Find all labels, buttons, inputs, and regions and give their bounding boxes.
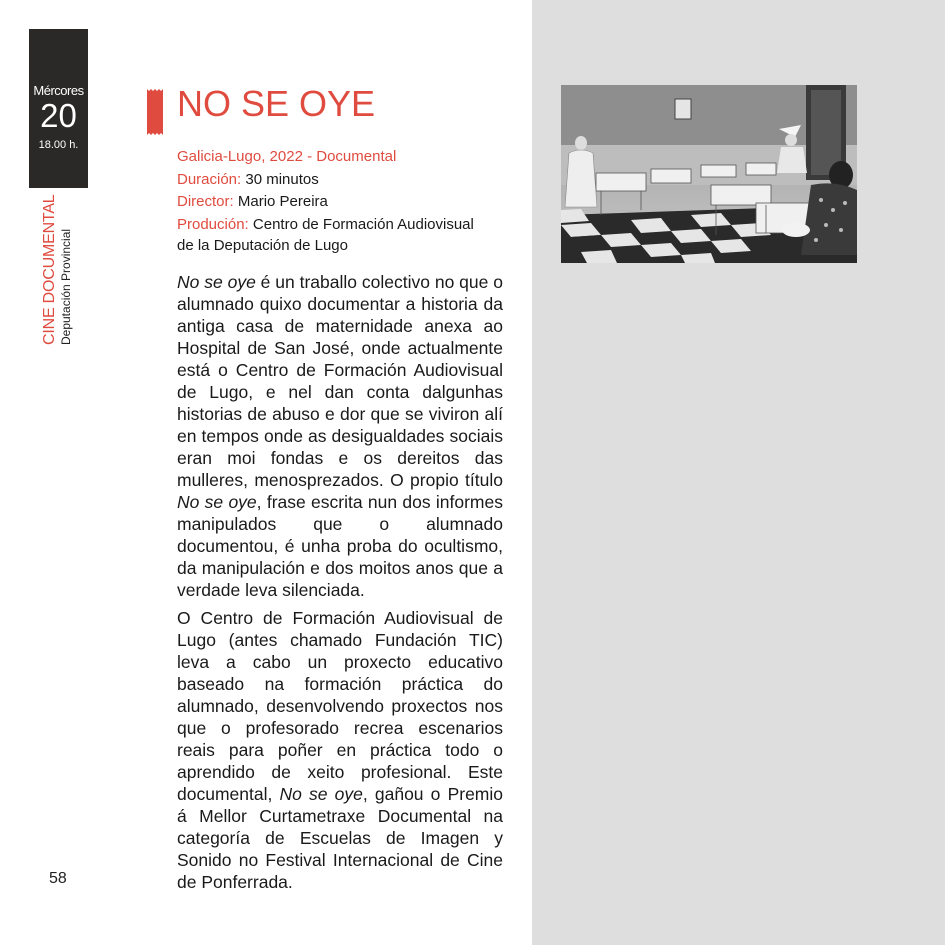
director-value: Mario Pereira <box>237 193 328 210</box>
film-metadata <box>177 146 503 255</box>
section-vertical-label <box>40 195 73 346</box>
duration-row <box>177 169 503 192</box>
title-ribbon-icon <box>147 89 163 135</box>
screening-time: 18.00 h. <box>38 139 79 151</box>
synopsis-paragraph-2 <box>177 607 503 893</box>
production-row <box>177 214 503 237</box>
film-title-italic: No se oye <box>177 492 257 512</box>
director-label: Director: <box>177 193 234 210</box>
film-title-italic: No se oye <box>177 272 256 292</box>
duration-value: 30 minutos <box>245 170 319 188</box>
section-sublabel: Deputación Provincial <box>59 228 73 345</box>
paragraph-text: , frase escrita nun dos informes manipulados que o alumnado documentou, é unha proba do ocultismo, da manipulación e dos moitos anos que a verdade leva silenciada. <box>177 492 503 600</box>
film-title-italic: No se oye <box>279 784 363 804</box>
duration-label: Duración: <box>177 170 242 188</box>
film-title: NO SE OYE <box>177 83 376 124</box>
day-number: 20 <box>40 97 77 134</box>
production-value: Centro de Formación Audiovisual <box>252 215 474 233</box>
origin-line: Galicia-Lugo, 2022 - Documental <box>177 148 397 165</box>
synopsis <box>177 271 503 899</box>
page-number: 58 <box>49 870 67 887</box>
production-label: Produción: <box>177 215 249 233</box>
paragraph-text: , gañou o Premio á Mellor Curtametraxe Documental na categoría de Escuelas de Imagen y Sonido no Festival Internacional de Cine de Ponferrada. <box>177 784 503 892</box>
paragraph-text: O Centro de Formación Audiovisual de Lugo (antes chamado Fundación TIC) leva a cabo un proxecto educativo baseado na formación práctica do alumnado, desenvolvendo proxectos nos que o profesorado recrea escenarios reais para poñer en práctica todo o aprendido de xeito profesional. Este documental, <box>177 608 503 804</box>
date-box <box>29 29 88 188</box>
paragraph-text: é un traballo colectivo no que o alumnado quixo documentar a historia da antiga casa de maternidade anexa ao Hospital de San José, onde actualmente está o Centro de Formación Audiovisual de Lugo, e nel dan conta dalgunhas historias de abuso e dor que se viviron alí en tempos onde as desigualdades sociais eran moi fondas e os dereitos das mulleres, menosprezados. O propio título <box>177 272 503 490</box>
weekday-label: Mércores <box>33 83 84 98</box>
synopsis-paragraph-1 <box>177 271 503 601</box>
production-value-line2: de la Deputación de Lugo <box>177 237 348 254</box>
film-still-photo <box>561 85 857 263</box>
section-label: CINE DOCUMENTAL <box>41 194 58 345</box>
director-row <box>177 191 503 214</box>
